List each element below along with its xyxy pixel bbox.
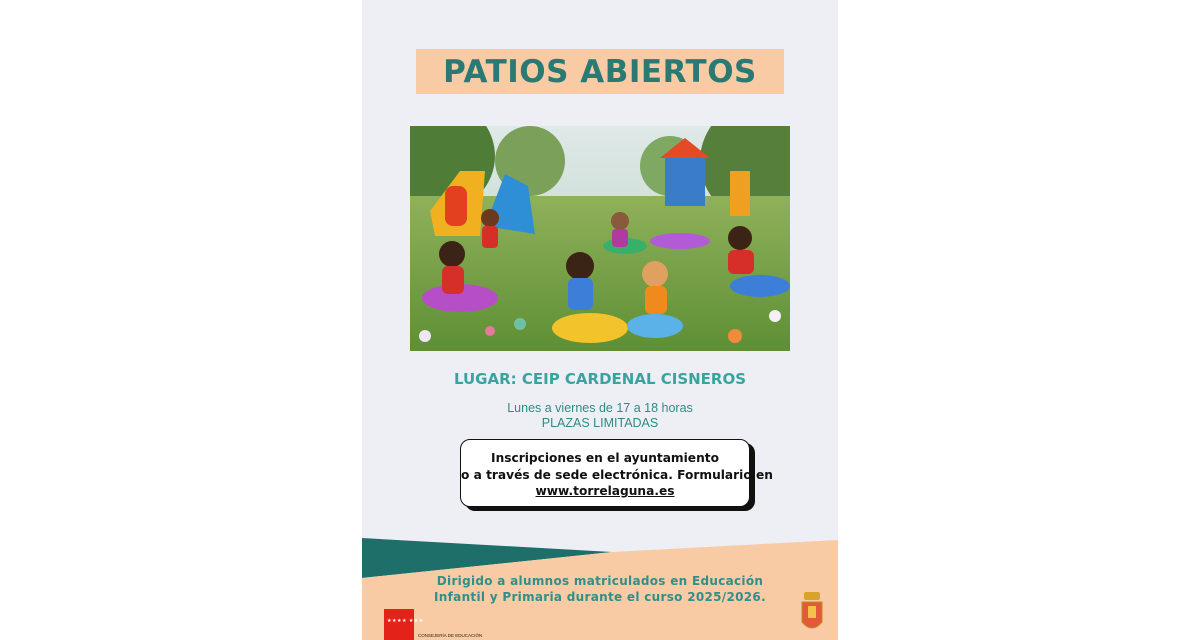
consejeria-text: CONSEJERÍA DE EDUCACIÓN: [418, 633, 483, 638]
limited-places-text: PLAZAS LIMITADAS: [541, 416, 659, 430]
torrelaguna-coat-of-arms: [800, 590, 824, 636]
comunidad-madrid-logo: [384, 609, 424, 640]
website-link[interactable]: www.torrelaguna.es: [535, 484, 675, 498]
logo-stars: ★★★★ ★★★: [387, 618, 424, 624]
poster: [362, 0, 838, 640]
target-audience-text: [362, 573, 838, 605]
lugar-heading: LUGAR: CEIP CARDENAL CISNEROS: [453, 370, 747, 388]
registration-line-2: o a través de sede electrónica. Formulario en: [461, 467, 773, 482]
playground-illustration: [410, 126, 790, 351]
registration-box: [460, 439, 773, 507]
poster-title: PATIOS ABIERTOS: [443, 53, 757, 90]
title-banner: [416, 49, 784, 94]
target-audience-line-1: Dirigido a alumnos matriculados en Educación: [436, 574, 764, 588]
registration-line-1: Inscripciones en el ayuntamiento: [491, 451, 719, 465]
schedule-text: Lunes a viernes de 17 a 18 horas: [507, 401, 693, 415]
target-audience-line-2: Infantil y Primaria durante el curso 2025/2026.: [434, 590, 766, 604]
